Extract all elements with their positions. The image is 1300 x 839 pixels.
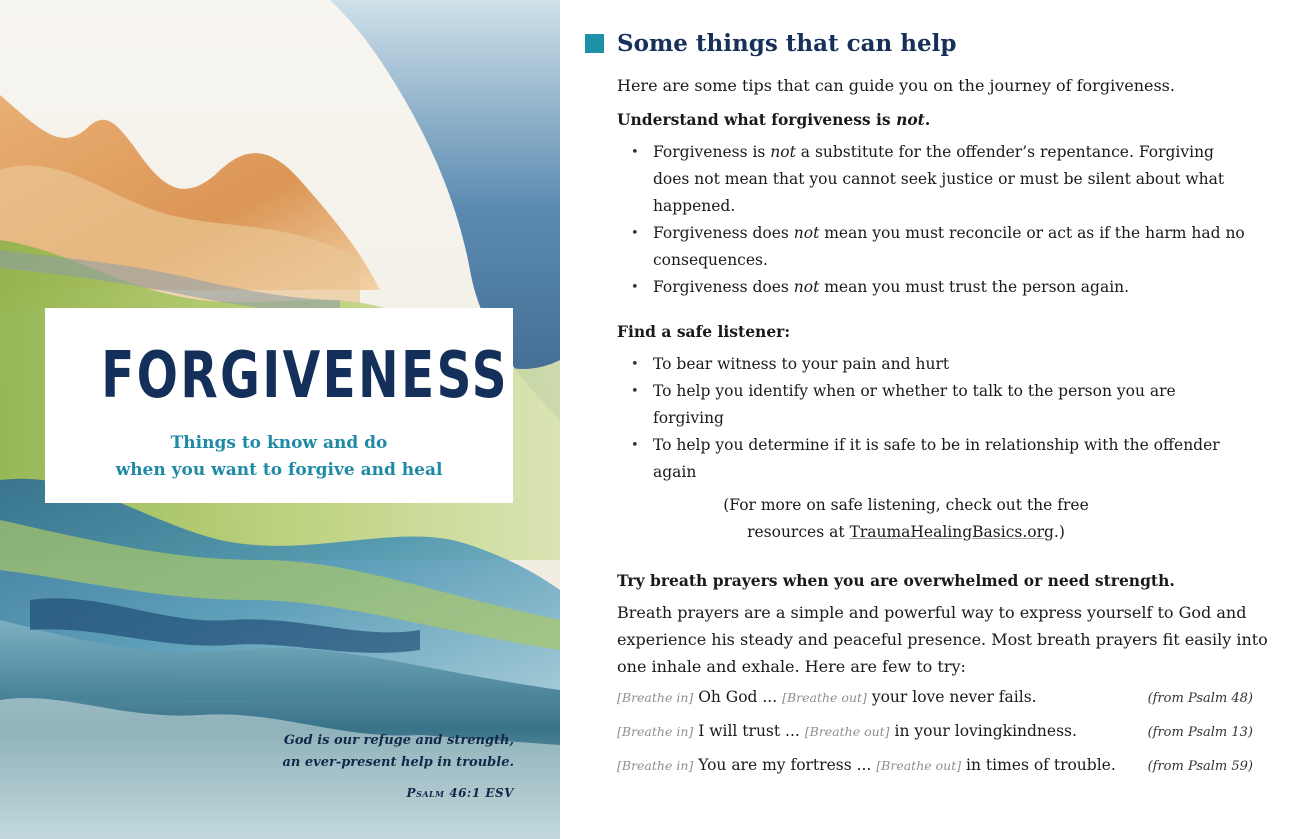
prayer-source: (from Psalm 13) <box>1147 725 1253 740</box>
prayer-source: (from Psalm 48) <box>1147 691 1253 706</box>
intro-text: Here are some tips that can guide you on the journey of forgiveness. <box>617 76 1175 95</box>
section-heading: Some things that can help <box>617 29 957 57</box>
list-item: • To bear witness to your pain and hurt <box>653 351 1275 378</box>
subheading-breath-prayers: Try breath prayers when you are overwhelmed or need strength. <box>617 571 1175 590</box>
note-line2 <box>617 519 1195 546</box>
subheading-understand-suffix: . <box>924 110 931 129</box>
list-item <box>653 220 1275 274</box>
prayer-row <box>617 688 1275 722</box>
heading-row <box>585 20 1275 66</box>
prayer-row <box>617 722 1275 756</box>
prayer-exhale: your love never fails. <box>866 688 1037 706</box>
breath-prayers-list <box>617 688 1275 790</box>
list-item-text: Forgiveness does <box>653 278 794 296</box>
prayer-text <box>617 756 1116 774</box>
cover-subtitle <box>45 430 513 484</box>
subheading-safe-listener: Find a safe listener: <box>617 322 791 341</box>
prayer-inhale: I will trust ... <box>693 722 805 740</box>
breathe-out-cue: [Breathe out] <box>804 724 890 739</box>
list-item-text: Forgiveness does <box>653 224 794 242</box>
list-item <box>653 274 1275 301</box>
list-item-text: mean you must trust the person again. <box>819 278 1130 296</box>
heading-square-icon <box>585 34 604 53</box>
verse-line2: an ever-present help in trouble. <box>282 755 514 770</box>
prayer-text <box>617 688 1037 706</box>
list-item <box>653 139 1275 220</box>
breath-prayers-intro: Breath prayers are a simple and powerful way to express yourself to God and experience his steady and peaceful presence. Most breath prayers fit easily into one inhale and exhale. Here are few to try: <box>617 603 1268 676</box>
breathe-in-cue: [Breathe in] <box>617 758 694 773</box>
prayer-row <box>617 756 1275 790</box>
note-line2-suffix: .) <box>1053 523 1065 541</box>
safe-listening-note <box>617 492 1275 546</box>
breathe-out-cue: [Breathe out] <box>782 690 867 705</box>
prayer-text <box>617 722 1077 740</box>
verse-line1: God is our refuge and strength, <box>283 733 514 748</box>
list-item-emphasis: not <box>793 224 820 242</box>
list-item-emphasis: not <box>793 278 820 296</box>
breathe-in-cue: [Breathe in] <box>617 724 694 739</box>
note-line1: (For more on safe listening, check out the free <box>723 496 1089 514</box>
note-line2-prefix: resources at <box>747 523 850 541</box>
subheading-understand-emphasis: not <box>896 110 925 129</box>
verse-reference: Psalm 46:1 ESV <box>406 786 514 800</box>
breathe-in-cue: [Breathe in] <box>617 690 694 705</box>
cover-subtitle-line2: when you want to forgive and heal <box>115 460 443 480</box>
safe-listener-list <box>617 351 1275 486</box>
content-panel <box>585 20 1275 790</box>
cover-verse <box>194 730 514 804</box>
breathe-out-cue: [Breathe out] <box>876 758 962 773</box>
prayer-inhale: You are my fortress ... <box>693 756 877 774</box>
list-item-text: Forgiveness is <box>653 143 771 161</box>
trauma-healing-basics-link[interactable]: TraumaHealingBasics.org <box>849 523 1054 541</box>
list-item-text: mean you must reconcile or act as if the harm had no consequences. <box>653 224 1245 269</box>
prayer-source: (from Psalm 59) <box>1147 759 1253 774</box>
cover-title: FORGIVENESS <box>101 339 509 413</box>
prayer-inhale: Oh God ... <box>693 688 783 706</box>
cover-title-box <box>45 308 513 503</box>
list-item: • To help you identify when or whether to talk to the person you are forgiving <box>653 378 1275 432</box>
subheading-understand <box>617 107 1275 133</box>
list-item-text: a substitute for the offender’s repentance. Forgiving does not mean that you cannot seek justice or must be silent about what happened. <box>653 143 1225 215</box>
cover-panel <box>0 0 560 839</box>
list-item: • To help you determine if it is safe to be in relationship with the offender again <box>653 432 1275 486</box>
prayer-exhale: in times of trouble. <box>961 756 1116 774</box>
subheading-understand-prefix: Understand what forgiveness is <box>617 110 897 129</box>
prayer-exhale: in your lovingkindness. <box>889 722 1077 740</box>
cover-subtitle-line1: Things to know and do <box>170 433 388 453</box>
list-item-emphasis: not <box>770 143 796 161</box>
forgiveness-not-list <box>617 139 1275 301</box>
